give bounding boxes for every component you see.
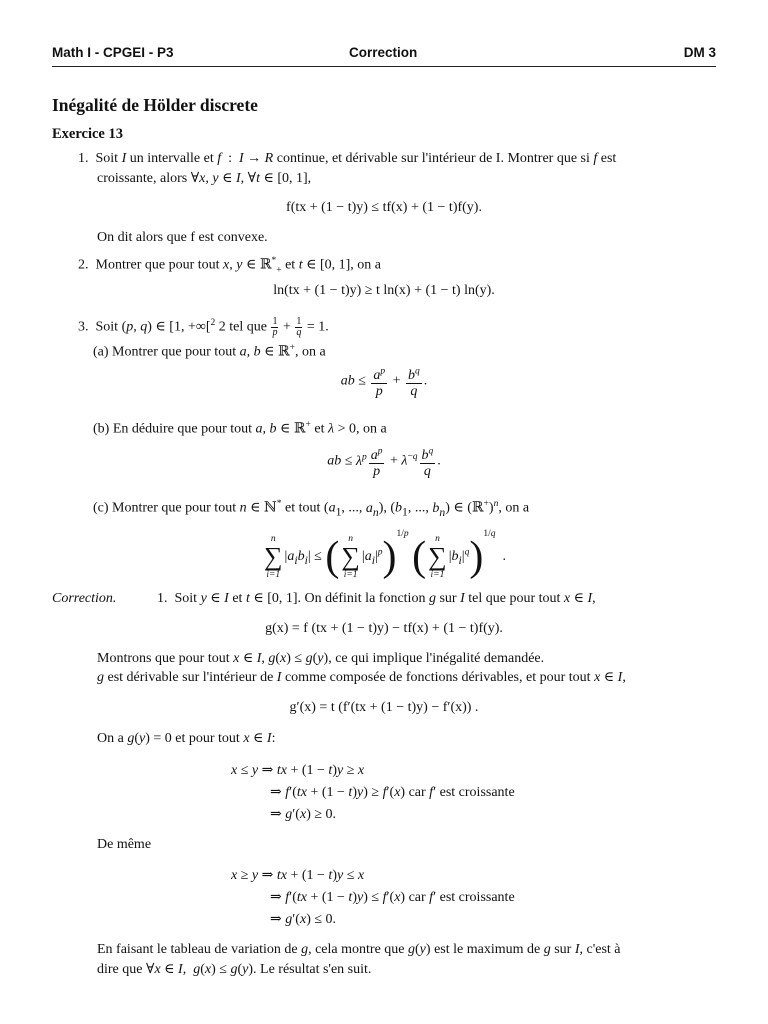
q1-line1: 1. Soit I un intervalle et f : I → R continue, et dérivable sur l'intérieur de I. Montrer que si f est bbox=[78, 151, 617, 166]
q3b-line: (b) En déduire que pour tout a, b ∈ ℝ+ et λ > 0, on a bbox=[93, 420, 387, 437]
header-rule bbox=[52, 66, 716, 67]
header-right: DM 3 bbox=[683, 45, 716, 60]
de-meme: De même bbox=[97, 837, 152, 852]
q2-equation: ln(tx + (1 − t)y) ≥ t ln(x) + (1 − t) ln(y). bbox=[273, 283, 495, 298]
case1-line3: ⇒ g′(x) ≥ 0. bbox=[270, 807, 337, 822]
case1-line2: ⇒ f′(tx + (1 − t)y) ≥ f′(x) car f′ est croissante bbox=[270, 785, 515, 800]
q3c-equation: n ∑ i=1 $|a_ib_i|$ ≤ ( n ∑ i=1 $|a_i|^p)^{1/p}$ ( n ∑ i=1 $|b_i|^q)^{1/q}$ . bbox=[264, 529, 506, 580]
correction-eq1: g(x) = f (tx + (1 − t)y) − tf(x) + (1 − t)f(y). bbox=[265, 621, 503, 636]
correction-p3: On a g(y) = 0 et pour tout x ∈ I: bbox=[97, 731, 276, 746]
q1-equation: f(tx + (1 − t)y) ≤ tf(x) + (1 − t)f(y). bbox=[286, 200, 482, 215]
q3a-equation: ab ≤ $\frac{a^p}{p}$ + $\frac{b^q}{q}$ . bbox=[340, 366, 428, 399]
q2-line1: 2. Montrer que pour tout x, y ∈ ℝ*$_+$ et t ∈ [0, 1], on a bbox=[78, 256, 381, 276]
q3c-line: (c) Montrer que pour tout n ∈ ℕ* et tout ($a_1$, ..., $a_n$), ($b_1$, ..., $b_n$) ∈ (ℝ+)$^n$, on a bbox=[93, 499, 530, 519]
correction-line1: 1. Soit y ∈ I et t ∈ [0, 1]. On définit la fonction g sur I tel que pour tout x ∈ I, bbox=[157, 591, 596, 606]
case1-line1: x ≤ y ⇒ tx + (1 − t)y ≥ x bbox=[231, 763, 365, 778]
q3b-equation: ab ≤ $\lambda^p$ $\frac{a^p}{p}$ + $\lambda^{-q}$ $\frac{b^q}{q}$ . bbox=[327, 446, 441, 479]
correction-eq2: g′(x) = t (f′(tx + (1 − t)y) − f′(x)) . bbox=[289, 700, 479, 715]
exercise-title: Exercice 13 bbox=[52, 126, 123, 142]
case2-line3: ⇒ g′(x) ≤ 0. bbox=[270, 912, 337, 927]
case2-line1: x ≥ y ⇒ tx + (1 − t)y ≤ x bbox=[231, 868, 365, 883]
correction-label: Correction. bbox=[52, 591, 117, 606]
correction-p1: Montrons que pour tout x ∈ I, g(x) ≤ g(y), ce qui implique l'inégalité demandée. bbox=[97, 651, 545, 666]
section-title: Inégalité de Hölder discrete bbox=[52, 95, 258, 115]
q3-line1: 3. Soit (p, q) ∈ [1, +∞[$^2$ 2 tel que $\frac{1}{p}$ + $\frac{1}{q}$ = 1. bbox=[78, 315, 329, 338]
correction-p2: g est dérivable sur l'intérieur de I comme composée de fonctions dérivables, et pour tout x ∈ I, bbox=[97, 670, 626, 685]
final-line2: dire que ∀x ∈ I, g(x) ≤ g(y). Le résultat s'en suit. bbox=[97, 962, 372, 977]
q1-after: On dit alors que f est convexe. bbox=[97, 230, 268, 245]
header-course: Math I - CPGEI - P3 bbox=[52, 45, 174, 60]
q3a-line: (a) Montrer que pour tout a, b ∈ ℝ+, on a bbox=[93, 343, 326, 360]
header-center: Correction bbox=[349, 45, 418, 60]
case2-line2: ⇒ f′(tx + (1 − t)y) ≤ f′(x) car f′ est croissante bbox=[270, 890, 515, 905]
final-line1: En faisant le tableau de variation de g, cela montre que g(y) est le maximum de g sur I, c'est à bbox=[97, 942, 621, 957]
q1-line2: croissante, alors ∀x, y ∈ I, ∀t ∈ [0, 1], bbox=[97, 171, 312, 186]
